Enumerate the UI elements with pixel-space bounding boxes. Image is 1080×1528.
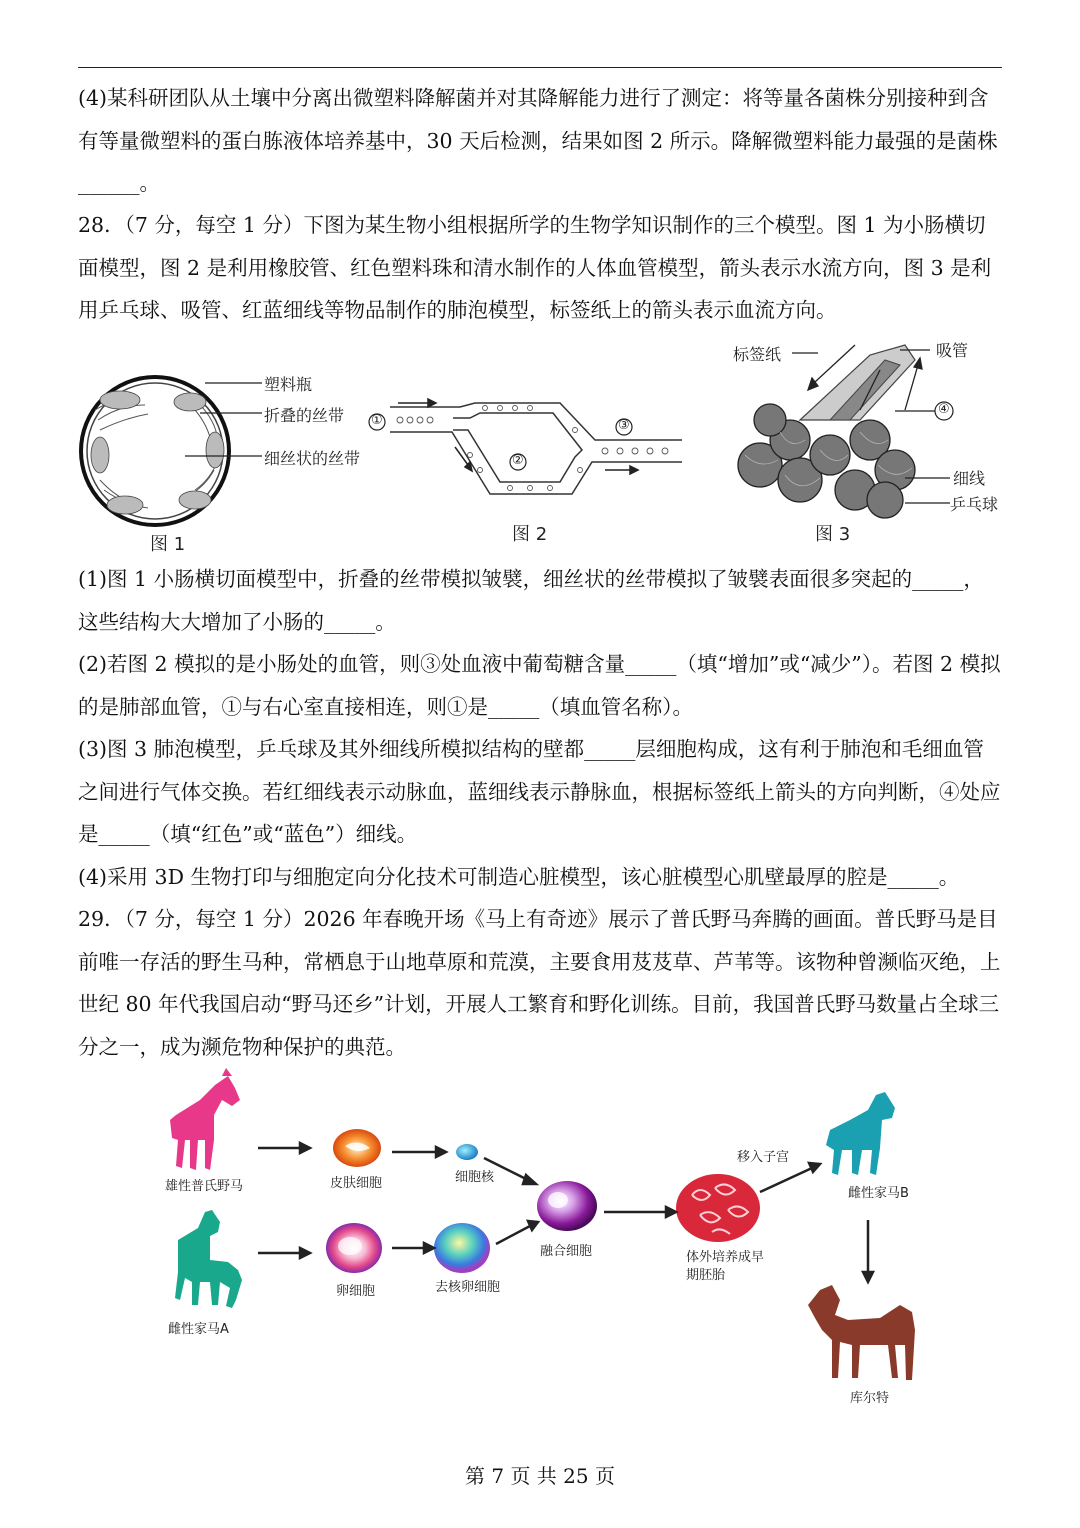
q28-part2: (2)若图 2 模拟的是小肠处的血管，则③处血液中葡萄糖含量_____（填“增加”或“减少”）。若图 2 模拟的是肺部血管，①与右心室直接相连，则①是_____（填血管名称）。 [78, 652, 1001, 719]
label-embryo: 体外培养成早期胚胎 [686, 1250, 765, 1283]
fig3-marker-4: ④ [938, 402, 950, 417]
fig1-label-bottle: 塑料瓶 [264, 375, 313, 394]
fig2-marker-2: ② [512, 453, 524, 468]
label-male-horse: 雄性普氏野马 [165, 1179, 244, 1194]
fig3-label-straw: 吸管 [936, 341, 969, 360]
male-horse-icon [170, 1068, 240, 1170]
female-a-horse-icon [175, 1210, 242, 1308]
label-transfer: 移入子宫 [737, 1150, 790, 1165]
enucleated-egg-icon [434, 1223, 490, 1273]
q28-part3: (3)图 3 肺泡模型，乒乓球及其外细线所模拟结构的壁都_____层细胞构成，这有利于肺泡和毛细血管之间进行气体交换。若红细线表示动脉血，蓝细线表示静脉血，根据标签纸上箭头的方向判断，④处应是_____（填“红色”或“蓝色”）细线。 [78, 737, 1001, 846]
fig1-caption: 图 1 [150, 534, 186, 555]
q28-part4: (4)采用 3D 生物打印与细胞定向分化技术可制造心脏模型，该心脏模型心肌壁最厚的腔是_____。 [78, 865, 960, 889]
fig3-label-tag: 标签纸 [733, 345, 782, 364]
nucleus-icon [456, 1144, 478, 1160]
label-female-b: 雌性家马B [848, 1186, 909, 1201]
label-nucleus: 细胞核 [455, 1170, 495, 1185]
label-enucleated-egg: 去核卵细胞 [435, 1280, 501, 1295]
offspring-horse-icon [808, 1285, 915, 1380]
label-egg: 卵细胞 [336, 1284, 376, 1299]
fig1-label-folded: 折叠的丝带 [264, 406, 345, 425]
fig3-caption: 图 3 [815, 524, 851, 545]
page-footer: 第 7 页 共 25 页 [465, 1464, 615, 1488]
q27-part4: (4)某科研团队从土壤中分离出微塑料降解菌并对其降解能力进行了测定：将等量各菌株分别接种到含有等量微塑料的蛋白胨液体培养基中，30 天后检测，结果如图 2 所示。降解微塑料能力最强的是菌株______。 [78, 86, 998, 195]
fig2-marker-3: ③ [618, 418, 630, 433]
q28-part1: (1)图 1 小肠横切面模型中，折叠的丝带模拟皱襞，细丝状的丝带模拟了皱襞表面很多突起的_____，这些结构大大增加了小肠的_____。 [78, 567, 984, 634]
label-offspring: 库尔特 [850, 1391, 890, 1406]
embryo-icon [676, 1174, 760, 1242]
label-skin-cell: 皮肤细胞 [330, 1176, 383, 1191]
label-female-a: 雌性家马A [168, 1322, 229, 1337]
fused-cell-icon [537, 1181, 597, 1231]
fig2-caption: 图 2 [512, 524, 548, 545]
q28-stem: 28．（7 分，每空 1 分）下图为某生物小组根据所学的生物学知识制作的三个模型。图 1 为小肠横切面模型，图 2 是利用橡胶管、红色塑料珠和清水制作的人体血管模型，箭头表示水流方向，图 3 是利用乒乓球、吸管、红蓝细线等物品制作的肺泡模型，标签纸上的箭头表示血流方向。 [78, 213, 992, 322]
fig1-label-filament: 细丝状的丝带 [264, 449, 361, 468]
fig3-label-thread: 细线 [953, 469, 986, 488]
q29-stem: 29．（7 分，每空 1 分）2026 年春晚开场《马上有奇迹》展示了普氏野马奔腾的画面。普氏野马是目前唯一存活的野生马种，常栖息于山地草原和荒漠，主要食用芨芨草、芦苇等。该物种曾濒临灭绝，上世纪 80 年代我国启动“野马还乡”计划，开展人工繁育和野化训练。目前，我国普氏野马数量占全球三分之一，成为濒危物种保护的典范。 [78, 907, 1001, 1059]
fig2-marker-1: ① [371, 413, 383, 428]
female-b-horse-icon [826, 1092, 895, 1175]
fig3-label-pingpong: 乒乓球 [950, 495, 999, 514]
label-fused-cell: 融合细胞 [540, 1244, 593, 1259]
